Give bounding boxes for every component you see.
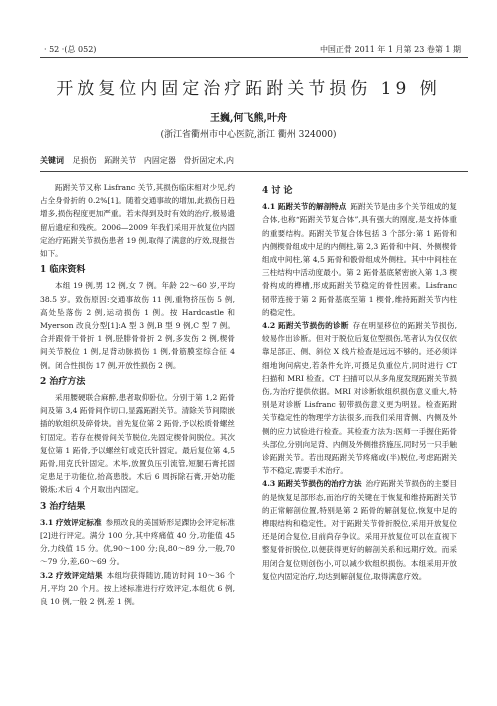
subsection-heading: 3.2 疗效评定结果 [40, 570, 103, 580]
article-affiliation: (浙江省衢州市中心医院,浙江 衢州 324000) [160, 130, 337, 140]
subsection [262, 319, 457, 477]
keyword: 骨折固定术,内 [183, 156, 235, 165]
section-heading: 3 治疗结果 [40, 501, 86, 512]
body-text: 存在明显移位的跖跗关节损伤,较易作出诊断。但对于脱位后复位型损伤,笔者认为仅仅依靠足部正、侧、斜位 X 线片检查是远远不够的。还必须详细地询问病史,若条件允许,可摄足负重位片,同时进行 CT 扫描和 MRI 检查。CT 扫描可以从多角度发现跖跗关节损伤,为治疗提供依据。MRI 对诊断软组织损伤意义重大,特别是对诊断 Lisfranc 韧带损伤意义更为明显。检查跖跗关节稳定性的物理学方法很多,而我们采用背侧、内侧及外侧的应力试验进行检查。其检查方法为:医师一手握住跖骨头部位,分别向足背、内侧及外侧推挤施压,同时另一只手触诊跖跗关节。若出现跖跗关节疼痛或(半)脱位,考虑跖跗关节不稳定,需要手术治疗。 [262, 321, 458, 476]
subsection [40, 516, 235, 569]
section-heading: 2 治疗方法 [40, 376, 86, 387]
section-heading: 4 讨 论 [262, 186, 293, 196]
keywords-label: 关键词 [40, 155, 64, 165]
right-column [262, 181, 457, 583]
page-number: · 52 ·(总 052) [44, 45, 97, 54]
keyword: 内固定器 [143, 156, 176, 165]
keywords-rule [40, 171, 468, 172]
section-heading: 1 临床资料 [40, 265, 86, 276]
subsection [262, 200, 457, 319]
keyword: 足损伤 [72, 156, 97, 165]
subsection-heading: 4.1 跖跗关节的解剖特点 [262, 202, 347, 212]
header-rule [40, 57, 468, 58]
left-column [40, 181, 235, 608]
subsection-heading: 4.2 跖跗关节损伤的诊断 [262, 321, 349, 331]
body-paragraph: 本组 19 例,男 12 例,女 7 例。年龄 22～60 岁,平均 38.5 岁。致伤原因:交通事故伤 11 例,重物挤压伤 5 例,高处坠落伤 2 例,运动损伤 1 例。按 Hardcastle 和 Myerson 改良分型[1]:A 型 3 例,B 型 9 例,C 型 7 例。合并跟骨干骨折 1 例,胫腓骨骨折 2 例,多发伤 2 例,楔骨间关节脱位 1 例,足背动脉损伤 1 例,骨筋膜室综合征 4 例。闭合性损伤 17 例,开放性损伤 2 例。 [40, 281, 235, 370]
article-authors: 王巍,何飞熊,叶舟 [210, 113, 287, 124]
subsection-heading: 3.1 疗效评定标准 [40, 517, 102, 527]
subsection [40, 569, 235, 609]
body-paragraph: 采用腰硬联合麻醉,患者取仰卧位。分别于第 1,2 跖骨间及第 3,4 跖骨间作切口,显露跖跗关节。清除关节间隙嵌插的软组织及碎骨块。首先复位第 2 跖骨,予以松质骨螺丝钉固定。若存在楔骨间关节脱位,先固定楔骨间脱位。其次复位第 1 跖骨,予以螺丝钉或克氏针固定。最后复位第 4,5 跖骨,用克氏针固定。术毕,放置负压引流管,短腿石膏托固定患足于功能位,抬高患肢。术后 6 周拆除石膏,开始功能锻炼;术后 4 个月取出内固定。 [40, 393, 235, 495]
body-text: 本组均获得随访,随访时间 10～36 个月,平均 20 个月。按上述标准进行疗效评定,本组优 6 例,良 10 例,一般 2 例,差 1 例。 [40, 570, 235, 607]
journal-info: 中国正骨 2011 年 1 月第 23 卷第 1 期 [319, 45, 461, 54]
subsection-heading: 4.3 跖跗关节损伤的治疗方法 [262, 479, 362, 489]
body-text: 跖跗关节是由多个关节组成的复合体,也称“跖跗关节复合体”,具有强大的刚度,是支持体重的重要结构。跖跗关节复合体包括 3 个部分:第 1 跖骨和内侧楔骨组成中足的内侧柱,第 2,3 跖骨和中间、外侧楔骨组成中间柱,第 4,5 跖骨和骰骨组成外侧柱。其中中间柱在三柱结构中活动度最小。第 2 跖骨基底紧密嵌入第 1,3 楔骨构成的榫槽,形成跖跗关节稳定的骨性因素。Lisfranc 韧带连接于第 2 跖骨基底至第 1 楔骨,维持跖跗关节内柱的稳定性。 [262, 202, 458, 317]
article-title: 开放复位内固定治疗跖跗关节损伤 19 例 [56, 79, 441, 99]
subsection [262, 477, 457, 583]
body-text: 参照改良的美国矫形足踝协会评定标准[2]进行评定。满分 100 分,其中疼痛值 40 分,功能值 45 分,力线值 15 分。优,90～100 分;良,80～89 分,一般,70～79 分,差,60～69 分。 [40, 517, 236, 567]
body-text: 治疗跖跗关节损伤的主要目的是恢复足部形态,而治疗的关键在于恢复和维持跖跗关节的正常解剖位置,特别是第 2 跖骨的解剖复位,恢复中足的榫眼结构和稳定性。对于跖跗关节骨折脱位,采用开放复位还是闭合复位,目前尚存争议。采用开放复位可以在直视下整复骨折脱位,以便获得更好的解剖关系和远期疗效。而采用闭合复位则创伤小,可以减少软组织损伤。本组采用开放复位内固定治疗,均达到解剖复位,取得满意疗效。 [262, 479, 457, 581]
keyword: 跖跗关节 [104, 156, 137, 165]
keywords [40, 155, 234, 166]
intro-paragraph: 跖跗关节又称 Lisfranc 关节,其损伤临床相对少见,约占全身骨折的 0.2%[1]。随着交通事故的增加,此损伤日趋增多,损伤程度更加严重。若未得到及时有效的治疗,极易遗留后遗症和残疾。2006—2009 年我们采用开放复位内固定治疗跖跗关节损伤患者 19 例,取得了满意的疗效,现报告如下。 [40, 183, 235, 259]
